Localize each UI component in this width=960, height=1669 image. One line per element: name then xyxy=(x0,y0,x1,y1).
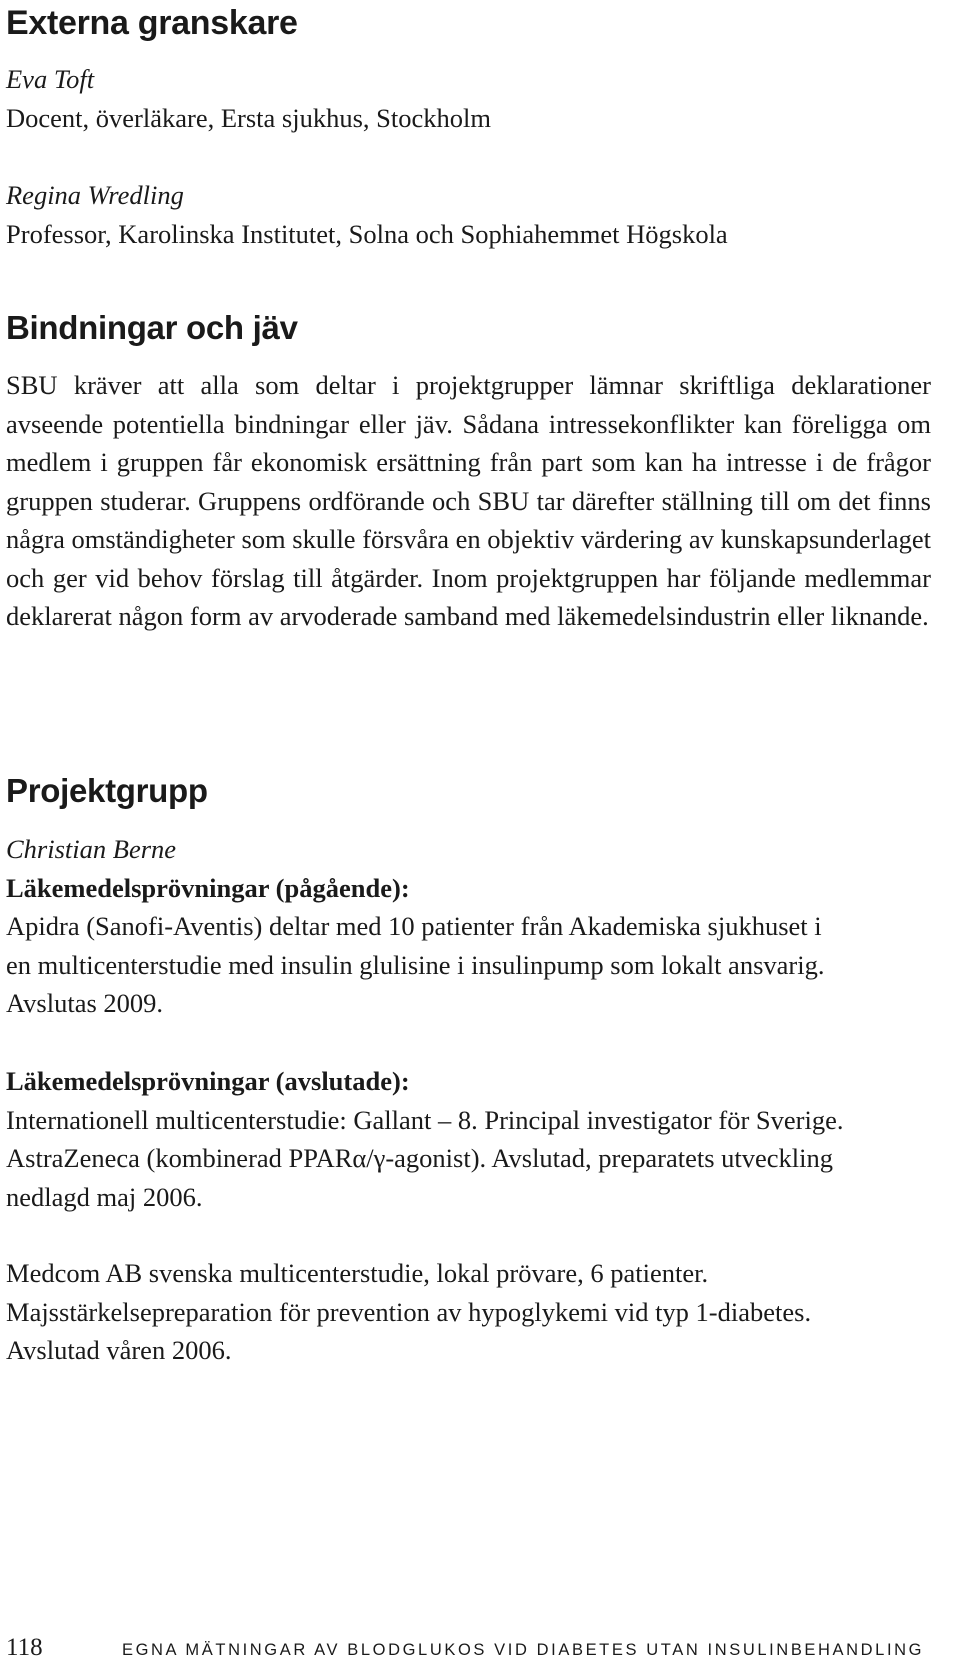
external-reviewers-heading: Externa granskare xyxy=(6,4,298,42)
conflicts-body: SBU kräver att alla som deltar i projektgrupper lämnar skriftliga deklarationer avseende potentiella bindningar eller jäv. Sådana intressekonflikter kan föreligga om medlem i gruppen får ekonomisk ersättning från part som kan ha intresse i de frågor gruppen studerar. Gruppens ordförande och SBU tar därefter ställning till om det finns några omständigheter som skulle försvåra en objektiv värdering av kunskapsunderlaget och ger vid behov förslag till åtgärder. Inom projektgruppen har följande medlemmar deklarerat någon form av arvoderade samband med läkemedelsindustrin eller liknande. xyxy=(6,370,932,631)
completed-trials-text-1: Internationell multicenterstudie: Gallant – 8. Principal investigator för Sverige. AstraZeneca (kombinerad PPARα/γ-agonist). Avslutad, preparatets utveckling nedlagd maj 2006. xyxy=(6,1104,844,1212)
running-title: EGNA MÄTNINGAR AV BLODGLUKOS VID DIABETES UTAN INSULINBEHANDLING xyxy=(122,1641,925,1659)
completed-trials xyxy=(6,1062,931,1216)
ongoing-trials-text: Apidra (Sanofi-Aventis) deltar med 10 patienter från Akademiska sjukhuset i en multicenterstudie med insulin glulisine i insulinpump som lokalt ansvarig. Avslutas 2009. xyxy=(6,911,825,1018)
member-name: Christian Berne xyxy=(6,834,177,864)
reviewer-name: Eva Toft xyxy=(6,64,95,94)
project-member xyxy=(6,830,931,1023)
reviewer-name: Regina Wredling xyxy=(6,180,184,210)
conflicts-heading: Bindningar och jäv xyxy=(6,309,298,346)
page-number: 118 xyxy=(6,1634,43,1661)
completed-trials-label: Läkemedelsprövningar (avslutade): xyxy=(6,1066,410,1096)
ongoing-trials-label: Läkemedelsprövningar (pågående): xyxy=(6,872,410,903)
completed-trials-text-2: Medcom AB svenska multicenterstudie, lokal prövare, 6 patienter. Majsstärkelsepreparation för prevention av hypoglykemi vid typ 1-diabetes. Avslutad våren 2006. xyxy=(6,1258,812,1365)
reviewer-title: Professor, Karolinska Institutet, Solna och Sophiahemmet Högskola xyxy=(6,218,728,249)
project-group-heading: Projektgrupp xyxy=(6,772,208,809)
reviewer-1 xyxy=(6,60,931,137)
reviewer-2 xyxy=(6,176,931,253)
reviewer-title: Docent, överläkare, Ersta sjukhus, Stockholm xyxy=(6,102,491,133)
